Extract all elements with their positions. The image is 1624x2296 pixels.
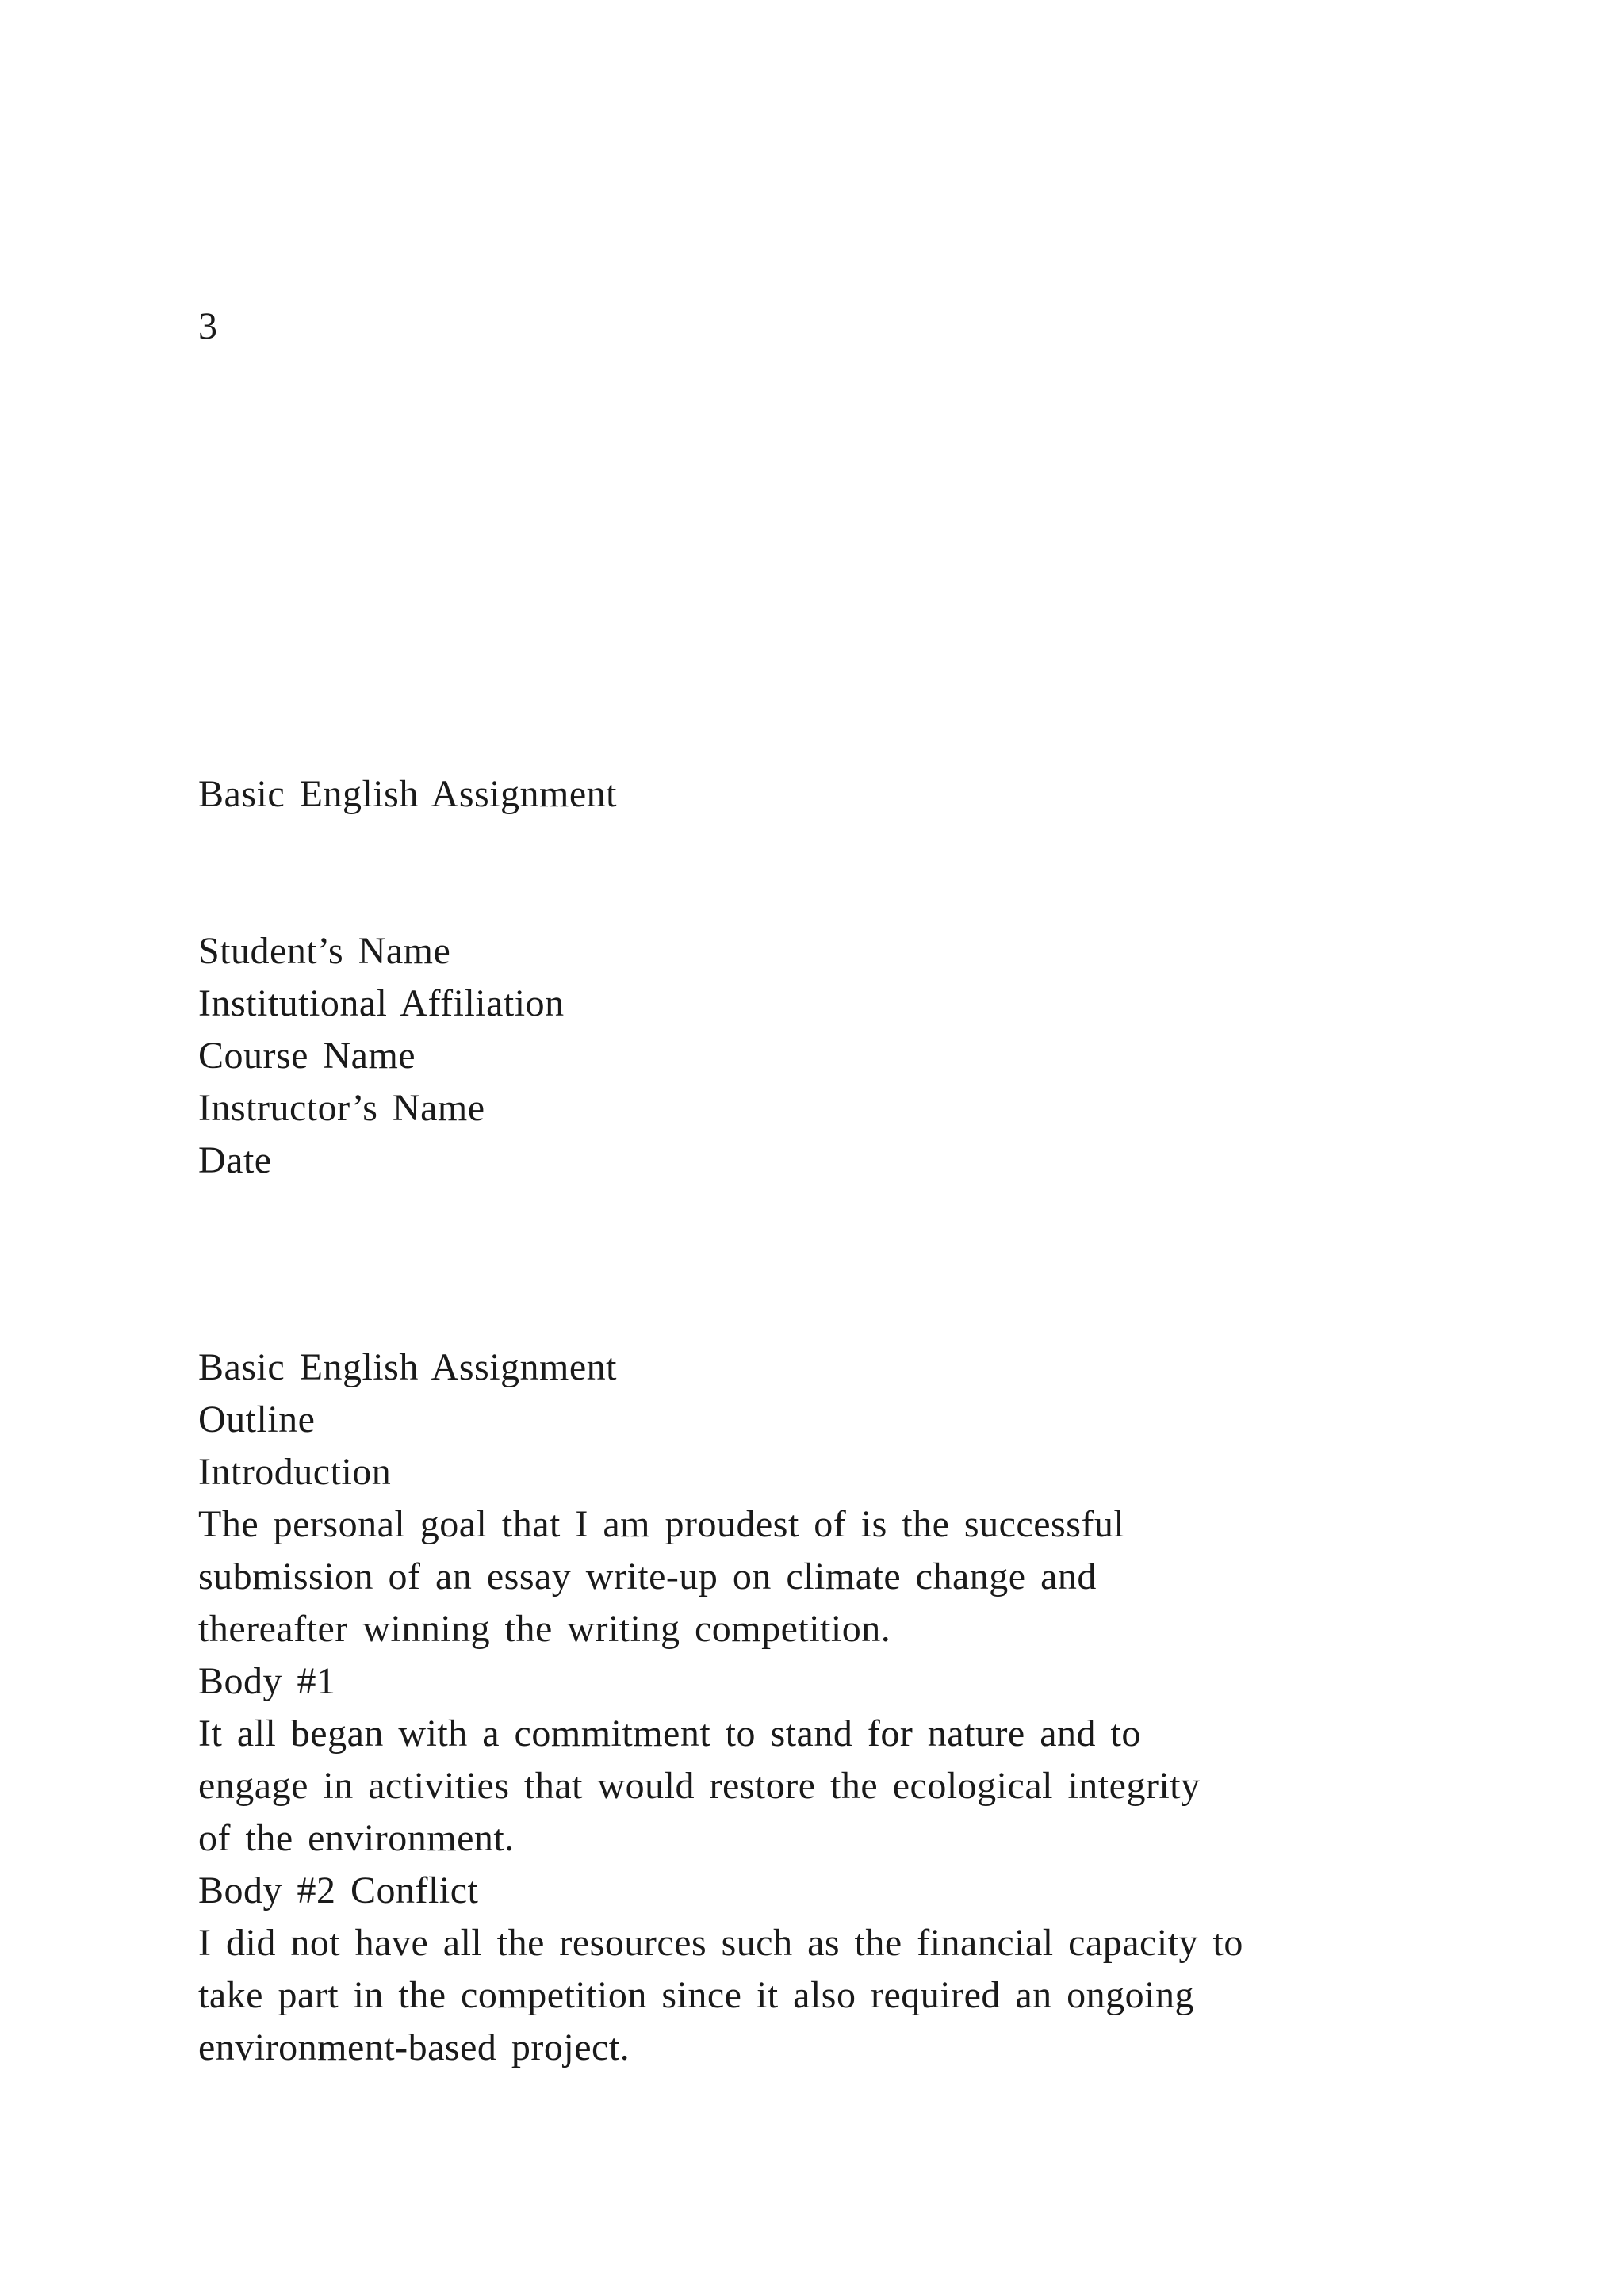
body1-label: Body #1 (198, 1660, 336, 1702)
course-name-field: Course Name (198, 1035, 416, 1077)
body1-line: It all began with a commitment to stand for nature and to (198, 1712, 1141, 1755)
outline-subheading: Outline (198, 1399, 316, 1441)
body2-line: take part in the competition since it also required an ongoing (198, 1974, 1195, 2016)
body1-line: engage in activities that would restore the ecological integrity (198, 1765, 1201, 1807)
instructor-name-field: Instructor’s Name (198, 1087, 485, 1129)
student-name-field: Student’s Name (198, 930, 451, 972)
title-page-title: Basic English Assignment (198, 773, 617, 815)
outline-heading: Basic English Assignment (198, 1346, 617, 1388)
body2-label: Body #2 Conflict (198, 1869, 479, 1911)
introduction-line: thereafter winning the writing competition. (198, 1608, 891, 1650)
body2-line: I did not have all the resources such as the financial capacity to (198, 1922, 1243, 1964)
body2-line: environment-based project. (198, 2026, 630, 2068)
introduction-label: Introduction (198, 1451, 392, 1493)
introduction-line: The personal goal that I am proudest of is the successful (198, 1503, 1125, 1545)
introduction-line: submission of an essay write-up on climate change and (198, 1556, 1097, 1598)
body1-line: of the environment. (198, 1817, 515, 1859)
page-number: 3 (198, 305, 218, 347)
institutional-affiliation-field: Institutional Affiliation (198, 982, 565, 1024)
date-field: Date (198, 1139, 272, 1181)
